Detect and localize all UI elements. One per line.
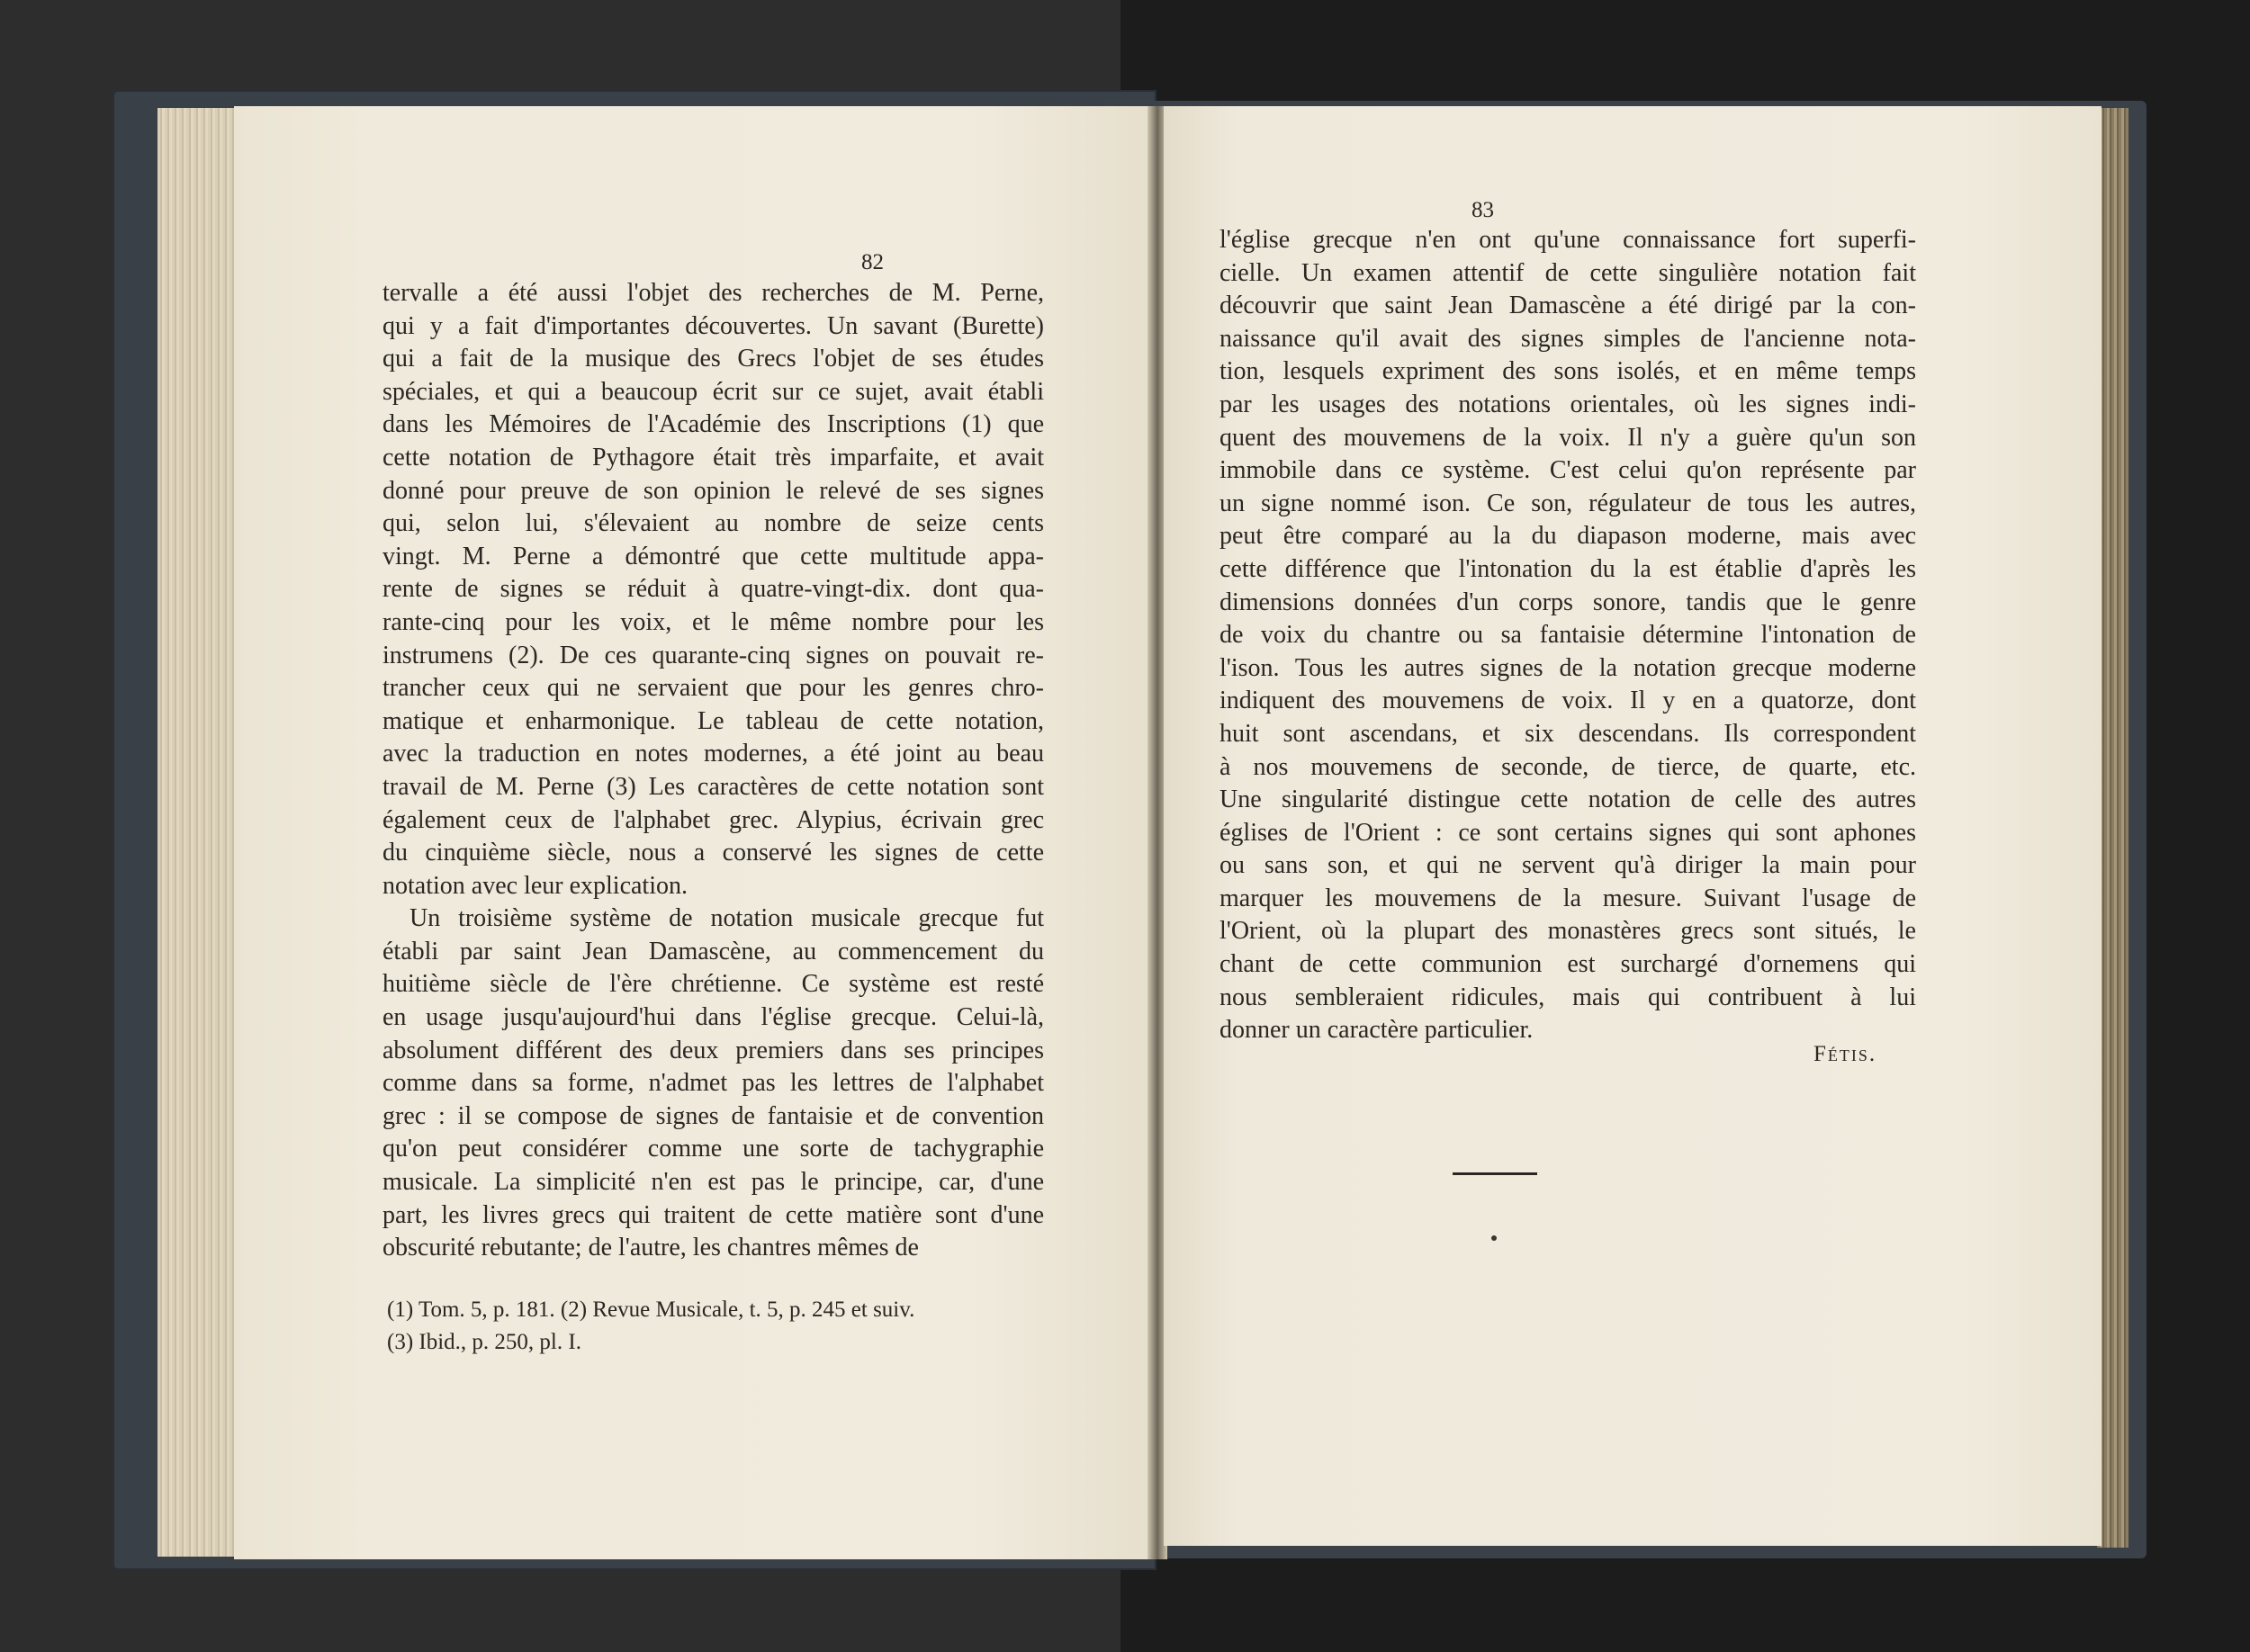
text-line: Une singularité distingue cette notation de celle des autres [1220,786,1916,814]
left-page-body [382,277,1044,1265]
text-line: donner un caractère particulier. [1220,1016,1534,1045]
text-line: notation avec leur explication. [382,871,688,900]
text-line: vingt. M. Perne a démontré que cette multitude appa- [382,542,1044,570]
text-line: églises de l'Orient : ce sont certains signes qui sont aphones [1220,818,1916,847]
page-number-right: 83 [1472,198,1494,222]
text-line: également ceux de l'alphabet grec. Alypius, écrivain grec [382,805,1044,834]
text-line: dimensions données d'un corps sonore, tandis que le genre [1220,588,1916,616]
text-line: en usage jusqu'aujourd'hui dans l'église grecque. Celui-là, [382,1003,1044,1032]
signature-fetis: Fétis. [1814,1042,1877,1066]
text-line: un signe nommé ison. Ce son, régulateur de tous les autres, [1220,489,1916,517]
closing-rule [1453,1172,1537,1175]
text-line: musicale. La simplicité n'en est pas le principe, car, d'une [382,1168,1044,1197]
text-line: donné pour preuve de son opinion le relevé de ses signes [382,476,1044,505]
text-line: l'ison. Tous les autres signes de la notation grecque moderne [1220,653,1916,682]
text-line: du cinquième siècle, nous a conservé les signes de cette [382,839,1044,867]
text-line: avec la traduction en notes modernes, a été joint au beau [382,740,1044,768]
text-line: nous sembleraient ridicules, mais qui contribuent à lui [1220,983,1916,1011]
text-line: marquer les mouvemens de la mesure. Suivant l'usage de [1220,884,1916,912]
page-edges-right [2097,108,2128,1548]
text-line: travail de M. Perne (3) Les caractères de cette notation sont [382,772,1044,801]
text-line: naissance qu'il avait des signes simples de l'ancienne nota- [1220,324,1916,353]
text-line: grec : il se compose de signes de fantaisie et de convention [382,1101,1044,1130]
text-line: dans les Mémoires de l'Académie des Inscriptions (1) que [382,410,1044,439]
text-line: par les usages des notations orientales, où les signes indi- [1220,390,1916,418]
text-line: spéciales, et qui a beaucoup écrit sur ce sujet, avait établi [382,377,1044,406]
text-line: cette notation de Pythagore était très imparfaite, et avait [382,443,1044,471]
footnote-line: (3) Ibid., p. 250, pl. I. [387,1330,581,1354]
text-line: matique et enharmonique. Le tableau de cette notation, [382,706,1044,735]
text-line: l'église grecque n'en ont qu'une connaissance fort superfi- [1220,226,1916,254]
text-line: à nos mouvemens de seconde, de tierce, de quarte, etc. [1220,752,1916,781]
text-line: l'Orient, où la plupart des monastères grecs sont situés, le [1220,917,1916,946]
ink-speck [1491,1235,1497,1241]
text-line: qui, selon lui, s'élevaient au nombre de seize cents [382,509,1044,538]
text-line: comme dans sa forme, n'admet pas les lettres de l'alphabet [382,1069,1044,1098]
text-line: ou sans son, et qui ne servent qu'à diriger la main pour [1220,851,1916,880]
text-line: Un troisième système de notation musicale grecque fut [410,904,1044,933]
text-line: huitième siècle de l'ère chrétienne. Ce système est resté [382,970,1044,999]
text-line: trancher ceux qui ne servaient que pour les genres chro- [382,674,1044,703]
text-line: part, les livres grecs qui traitent de cette matière sont d'une [382,1200,1044,1229]
text-line: chant de cette communion est surchargé d'ornemens qui [1220,950,1916,979]
text-line: indiquent des mouvemens de voix. Il y en a quatorze, dont [1220,687,1916,715]
text-line: tervalle a été aussi l'objet des recherches de M. Perne, [382,279,1044,307]
text-line: obscurité rebutante; de l'autre, les chantres mêmes de [382,1234,919,1262]
footnote-line: (1) Tom. 5, p. 181. (2) Revue Musicale, t. 5, p. 245 et suiv. [387,1297,915,1322]
text-line: tion, lesquels expriment des sons isolés, et en même temps [1220,357,1916,386]
text-line: instrumens (2). De ces quarante-cinq signes on pouvait re- [382,641,1044,669]
text-line: qui y a fait d'importantes découvertes. Un savant (Burette) [382,311,1044,340]
text-line: absolument différent des deux premiers dans ses principes [382,1036,1044,1064]
open-book [112,90,2146,1570]
left-page-footnotes [387,1294,1048,1359]
text-line: rante-cinq pour les voix, et le même nombre pour les [382,607,1044,636]
right-page [1164,106,2102,1546]
text-line: quent des mouvemens de la voix. Il n'y a guère qu'un son [1220,423,1916,452]
left-page [234,106,1152,1559]
text-line: cette différence que l'intonation du la est établie d'après les [1220,554,1916,583]
text-line: qu'on peut considérer comme une sorte de tachygraphie [382,1135,1044,1163]
text-line: huit sont ascendans, et six descendans. Ils correspondent [1220,719,1916,748]
text-line: rente de signes se réduit à quatre-vingt-dix. dont qua- [382,575,1044,604]
text-line: cielle. Un examen attentif de cette singulière notation fait [1220,258,1916,287]
text-line: peut être comparé au la du diapason moderne, mais avec [1220,522,1916,551]
right-page-body [1220,224,1916,1047]
text-line: immobile dans ce système. C'est celui qu'on représente par [1220,456,1916,485]
text-line: qui a fait de la musique des Grecs l'objet de ses études [382,345,1044,373]
page-number-left: 82 [861,250,884,274]
text-line: de voix du chantre ou sa fantaisie détermine l'intonation de [1220,621,1916,650]
text-line: établi par saint Jean Damascène, au commencement du [382,937,1044,965]
text-line: découvrir que saint Jean Damascène a été dirigé par la con- [1220,292,1916,320]
